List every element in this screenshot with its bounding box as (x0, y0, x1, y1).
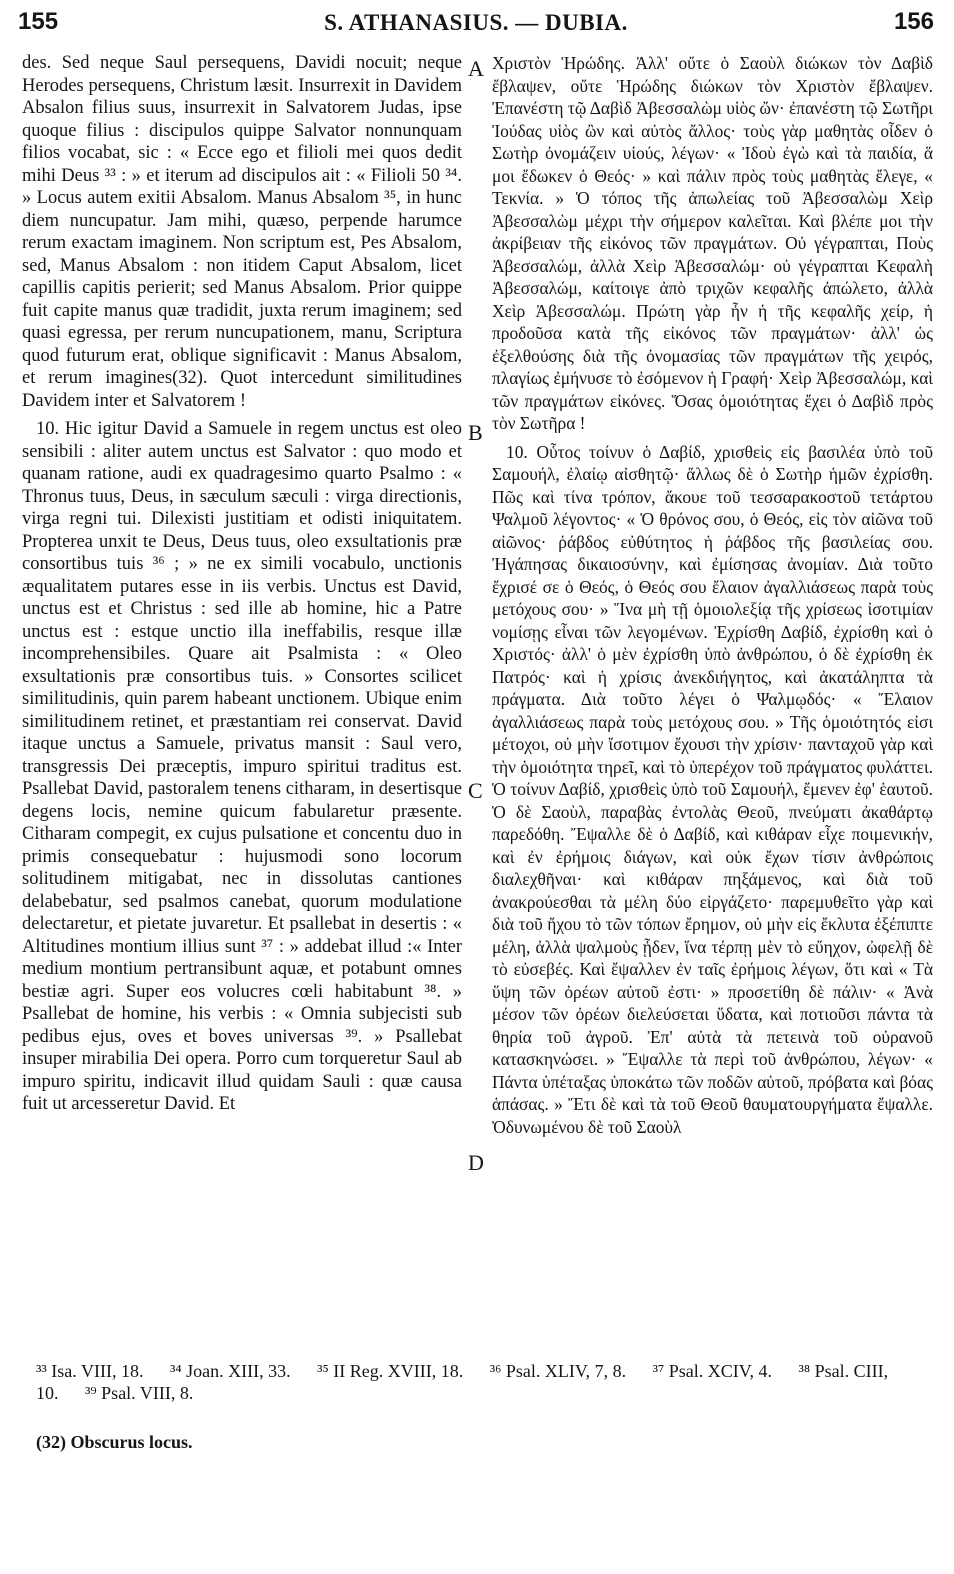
latin-column (22, 52, 462, 1116)
greek-column (492, 52, 933, 1138)
margin-marker-a: A (468, 56, 484, 81)
editor-note: (32) Obscurus locus. (36, 1432, 193, 1452)
margin-marker-b: B (468, 420, 483, 445)
latin-paragraph: 10. Hic igitur David a Samuele in regem unctus est oleo sensibili : aliter autem unctus est Salvator : quo modo et quanam ratione, audi ex quadragesimo quarto Psalmo : « Thronus tuus, Deus, in sæculum sæculi : virga directionis, virga regni tui. Dilexisti justitiam et odisti iniquitatem. Propterea unxit te Deus, Deus tuus, oleo exsultationis præ consortibus tuis ³⁶ ; » ne ex simili vocabulo, unctionis æqualitatem putares esse in iis verbis. Unctus est David, unctus est et Christus : sed ille ab homine, hic a Patre unctus est : estque unctio illa ineffabilis, resque illæ incomprehensibiles. Quare ait Psalmista : « Oleo exsultationis præ consortibus tuis. » Consortes scilicet similitudinis, quin parem habeant unctionem. Ubique enim similitudinem retinet, et præstantiam rei conservat. David itaque unctus a Samuele, privatus mansit : Saul vero, transgressis Dei præceptis, impuro spiritui traditus est. Psallebat David, pastoralem tenens citharam, in desertisque degens locis, nemine quicum fabularetur præsente. Citharam compegit, ex cujus pulsatione et concentu duo in primis consequebatur : hujusmodi sono locorum solitudinem mitigabat, nec in dissolutas cantiones delabebatur, sed psalmos canebat, quorum modulatione delectaretur, et pietate juvaretur. Et psallebat in desertis : « Altitudines montium illius sunt ³⁷ : » addebat illud :« Inter medium montium pertransibunt aquæ, et potabunt omnes bestiæ agri. Super eos volucres cœli habitabunt ³⁸. » Psallebat de homine, his verbis : « Omnia subjecisti sub pedibus ejus, oves et boves universas ³⁹. » Psallebat insuper mirabilia Dei opera. Porro cum torqueretur Saul ab impuro spiritu, indicavit illud quidam Sauli : quæ causa fuit ut arcesseretur David. Et (22, 419, 462, 1114)
margin-marker-c: C (468, 778, 483, 803)
footnote: ³⁷ Psal. XCIV, 4. (652, 1361, 772, 1381)
page-number-left: 155 (18, 8, 59, 35)
greek-paragraph: 10. Οὗτος τοίνυν ὁ Δαβίδ, χρισθεὶς εἰς βασιλέα ὑπὸ τοῦ Σαμουήλ, ἐλαίῳ αἰσθητῷ· ἄλλως δὲ ὁ Σωτὴρ ἡμῶν ἐχρίσθη. Πῶς καὶ τίνα τρόπον, ἄκουε τοῦ τεσσαρακοστοῦ τετάρτου Ψαλμοῦ λέγοντος· « Ὁ θρόνος σου, ὁ Θεός, εἰς τὸν αἰῶνα τοῦ αἰῶνος· ῥάβδος εὐθύτητος ἡ ῥάβδος τῆς βασιλείας σου. Ἠγάπησας δικαιοσύνην, καὶ ἐμίσησας ἀνομίαν. Διὰ τοῦτο ἔχρισέ σε ὁ Θεός, ὁ Θεός σου ἔλαιον ἀγαλλιάσεως παρὰ τοὺς μετόχους σου· » Ἵνα μὴ τῇ ὁμοιολεξίᾳ τῆς χρίσεως ἰσοτιμίαν νομίσῃς εἶναι τῶν λεγομένων. Ἐχρίσθη Δαβίδ, ἐχρίσθη καὶ ὁ Χριστός· ἀλλ' ὁ μὲν ἐχρίσθη ὑπὸ ἀνθρώπου, ὁ δὲ ἐχρίσθη ἐκ Πατρός· καὶ ἡ χρίσις ἀνεκδιήγητος, καὶ ἀκατάληπτα τὰ πράγματα. Διὰ τοῦτο λέγει ὁ Ψαλμῳδός· « Ἔλαιον ἀγαλλιάσεως παρὰ τοὺς μετόχους σου. » Τῆς ὁμοιότητός εἰσι μέτοχοι, οὐ μὴν ἴσοτιμον ἔχουσι τὴν χρίσιν· πανταχοῦ γὰρ καὶ τὴν ὁμοιότητα τηρεῖ, καὶ τὸ ὑπερέχον τοῦ πράγματος φυλάττει. Ὁ τοίνυν Δαβίδ, χρισθεὶς ὑπὸ τοῦ Σαμουήλ, ἔμενεν ἐφ' ἑαυτοῦ. Ὁ δὲ Σαοὺλ, παραβὰς ἐντολὰς Θεοῦ, πνεύματι ἀκαθάρτῳ παρεδόθη. Ἔψαλλε δὲ ὁ Δαβίδ, καὶ κιθάραν εἶχε ποιμενικήν, καὶ ἐν ἐρήμοις διάγων, καὶ οὐκ ἔχων τίσιν ἀνθρώποις διαλεχθῆναι· καὶ κιθάραν πηξάμενος, καὶ διὰ τοῦ ἀνακρούεσθαι τὰ μέλη δύο εἰργάζετο· παρεμυθεῖτο γὰρ καὶ διὰ τοῦ ἤχου τὸ τῶν τόπων ἔρημον, οὐ μὴν εἰς ἔκλυτα ἐξέπιπτε μέλη, ἀλλὰ ψαλμοὺς ᾖδεν, ἵνα τέρπῃ μὲν τὸ εὔηχον, ὠφελῇ δὲ τὸ εὐσεβές. Καὶ ἔψαλλεν ἐν ταῖς ἐρήμοις λέγων, ὅτι καὶ « Τὰ ὕψη τῶν ὀρέων αὐτοῦ ἐστι· » προσετίθη δὲ πάλιν· « Ἀνὰ μέσον τῶν ὀρέων διελεύσεται ὕδατα, καὶ ποτιοῦσι πάντα τὰ θηρία τοῦ ἀγροῦ. Ἐπ' αὐτὰ τὰ πετεινὰ τοῦ οὐρανοῦ κατασκηνώσει. » Ἔψαλλε τὰ περὶ τοῦ ἀνθρώπου, λέγων· « Πάντα ὑπέταξας ὑποκάτω τῶν ποδῶν αὐτοῦ, πρόβατα καὶ βόας ἁπάσας. » Ἔτι δὲ καὶ τὰ τοῦ Θεοῦ θαυματουργήματα ἔψαλλε. Ὀδυνωμένου δὲ τοῦ Σαοὺλ (492, 441, 933, 1137)
running-header (18, 8, 934, 48)
footnote: ³³ Isa. VIII, 18. (36, 1361, 144, 1381)
greek-paragraph: Χριστὸν Ἡρώδης. Ἀλλ' οὔτε ὁ Σαοὺλ διώκων τὸν Δαβὶδ ἔβλαψεν, οὔτε Ἡρώδης διώκων τὸν Χριστὸν ἔβλαψεν. Ἐπανέστη τῷ Δαβὶδ Ἀβεσσαλὼμ υἱὸς ὤν· ἐπανέστη τῷ Σωτῆρι Ἰούδας υἱὸς ὢν καὶ αὐτὸς ἄλλος· τοὺς γὰρ μαθητὰς οἶδεν ὁ Σωτὴρ ὀνομάζειν υἱούς, λέγων· « Ἰδοὺ ἐγὼ καὶ τὰ παιδία, ἅ μοι ἔδωκεν ὁ Θεός· » καὶ πάλιν πρὸς τοὺς μαθητὰς ἔλεγε, « Τεκνία. » Ὁ τόπος τῆς ἀπωλείας τοῦ Ἀβεσσαλὼμ Χεὶρ Ἀβεσσαλὼμ μέχρι τὴν σήμερον καλεῖται. Καὶ βλέπε μοι τὴν ἀκρίβειαν τῆς εἰκόνος τῶν πραγμάτων. Οὐ γέγραπται, Ποὺς Ἀβεσσαλώμ, ἀλλὰ Χεὶρ Ἀβεσσαλώμ· οὐ γέγραπται Κεφαλὴ Ἀβεσσαλώμ, καίτοιγε ἀπὸ τριχῶν κεφαλῆς ἀπώλετο, ἀλλὰ Χεὶρ Ἀβεσσαλώμ. Πρώτη γὰρ ἦν ἡ τῆς κεφαλῆς χείρ, ἡ προδοῦσα κατὰ τῆς εἰκόνος τῶν πραγμάτων· ἀλλ' ὡς ἐξελθούσης διὰ τῆς ὀνομασίας τῶν πραγμάτων τῆς χειρός, πλαγίως ἐμήνυσε τὸ ἐσόμενον ἡ Γραφή· Χεὶρ Ἀβεσσαλώμ, καὶ τῶν πραγμάτων εἰκόνες. Ὅσας ὁμοιότητας ἔχει ὁ Δαβὶδ πρὸς τὸν Σωτῆρα ! (492, 53, 933, 433)
margin-marker-d: D (468, 1150, 484, 1175)
footnote: ³⁶ Psal. XLIV, 7, 8. (489, 1361, 627, 1381)
page-number-right: 156 (893, 8, 934, 35)
running-head-title: S. ATHANASIUS. — DUBIA. (324, 10, 628, 35)
latin-paragraph: des. Sed neque Saul persequens, Davidi nocuit; neque Herodes persequens, Christum læsit. Insurrexit in Davidem Absalon filius suus, insurrexit in Salvatorem Judas, ipse quoque filius : discipulos quippe Salvator nonnunquam filios vocabat, sic : « Ecce ego et filioli mei quos dedit mihi Deus ³³ : » et iterum ad discipulos ait : « Filioli 50 ³⁴. » Locus autem exitii Absalom. Manus Absalom ³⁵, in hunc diem nuncupatur. Jam mihi, quæso, perpende harumce rerum exactam imaginem. Non scriptum est, Pes Absalom, sed, Manus Absalom : non itidem Caput Absalom, licet capillis capitis perierit; sed Manus Absalom. Prior quippe fuit capite manus quæ tradidit, juxta rerum imaginem; sed quasi egressa, per rerum nuncupationem, manu, Scriptura quod futurum erat, oblique significavit : Manus Absalom, et rerum imagines(32). Quot intercedunt similitudines Davidem inter et Salvatorem ! (22, 53, 462, 411)
footnotes (36, 1360, 936, 1404)
footnote: ³⁴ Joan. XIII, 33. (169, 1361, 291, 1381)
footnote: ³⁵ II Reg. XVIII, 18. (317, 1361, 464, 1381)
footnote: ³⁹ Psal. VIII, 8. (85, 1383, 194, 1403)
footnote: ³⁸ Psal. CIII, 10. (36, 1361, 889, 1403)
